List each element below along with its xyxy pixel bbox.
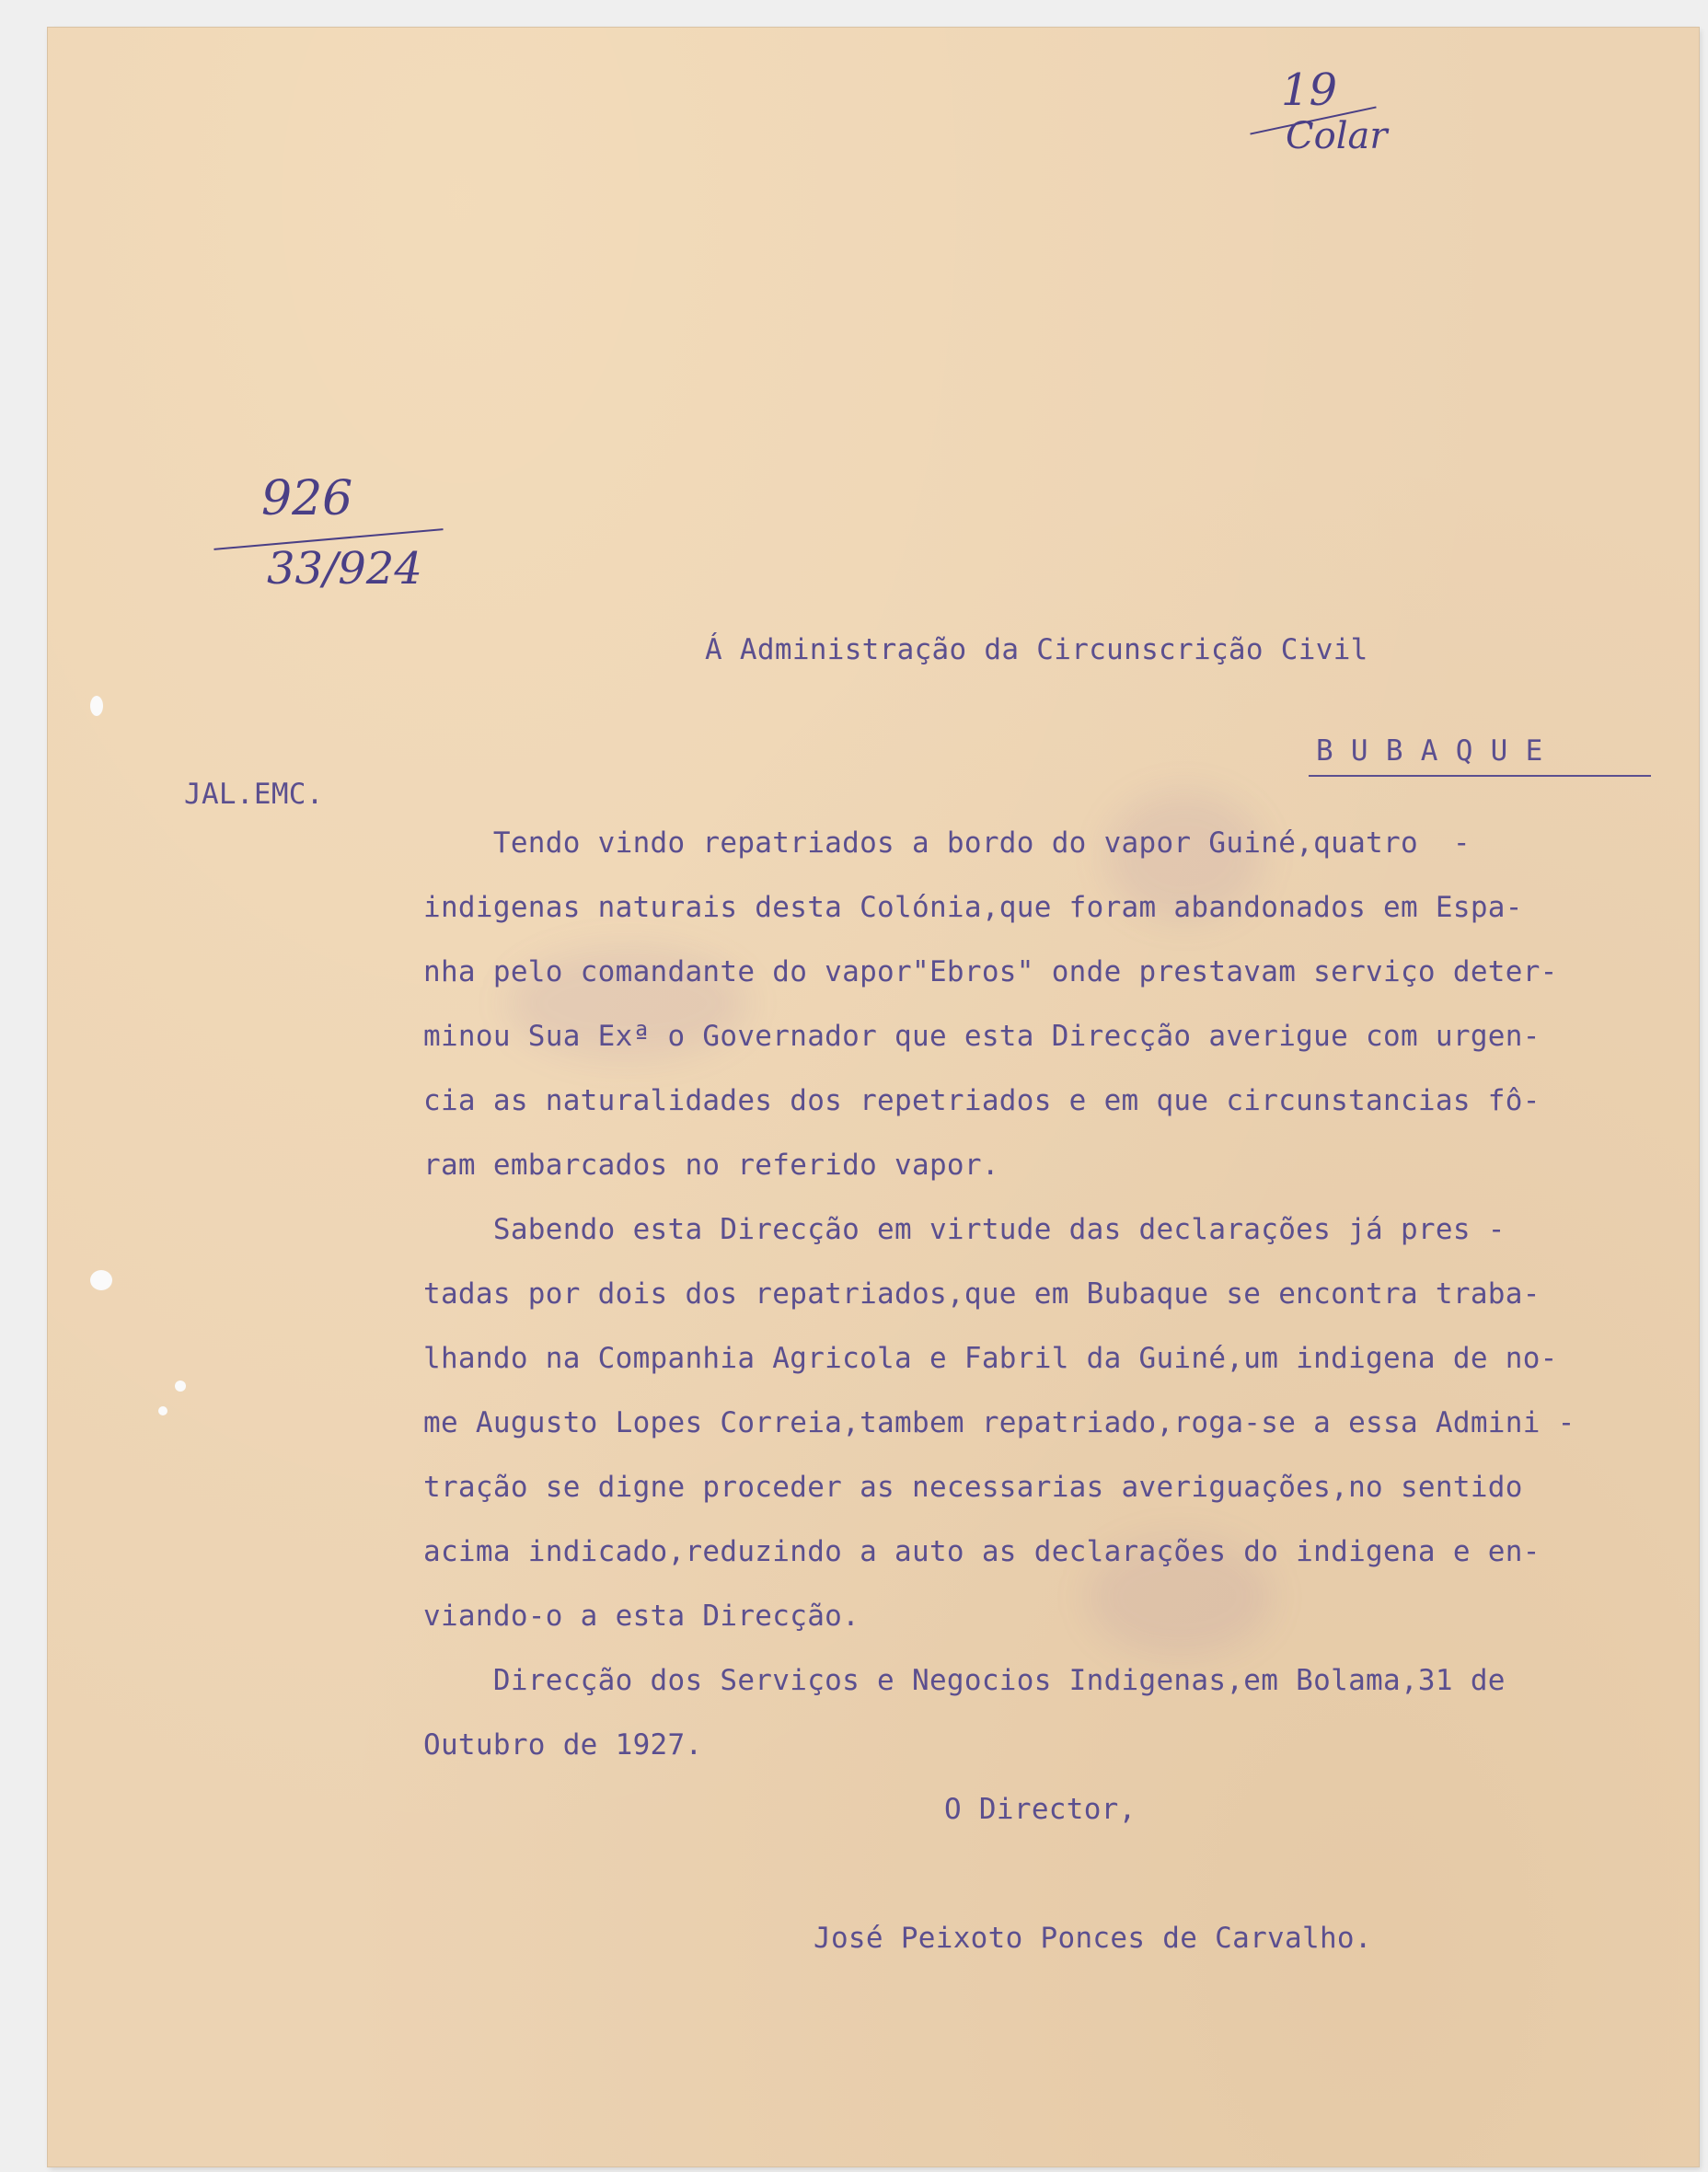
paragraph-1-line: nha pelo comandante do vapor"Ebros" onde prestavam serviço deter- [423, 955, 1558, 988]
reference-code: JAL.EMC. [184, 778, 324, 811]
handwritten-ref-year: 33/924 [267, 543, 422, 595]
paragraph-2-line: me Augusto Lopes Correia,tambem repatriado,roga-se a essa Admini - [423, 1406, 1575, 1439]
paragraph-1-line: indigenas naturais desta Colónia,que foram abandonados em Espa- [423, 891, 1523, 924]
signature-name: José Peixoto Ponces de Carvalho. [814, 1922, 1372, 1955]
recipient-place-underline [1309, 775, 1651, 777]
paragraph-3-line: Outubro de 1927. [423, 1728, 703, 1762]
punch-hole [90, 1270, 112, 1290]
document-page [48, 28, 1699, 2166]
recipient-place: B U B A Q U E [1316, 734, 1543, 768]
paragraph-1-line: cia as naturalidades dos repetriados e em que circunstancias fô- [423, 1084, 1541, 1117]
punch-hole [158, 1406, 167, 1415]
punch-hole [90, 696, 103, 716]
paragraph-2-line: acima indicado,reduzindo a auto as declarações do indigena e en- [423, 1535, 1541, 1568]
recipient-line: Á Administração da Circunscrição Civil [705, 633, 1368, 666]
paragraph-3-line: Direcção dos Serviços e Negocios Indigenas,em Bolama,31 de [423, 1664, 1506, 1697]
paragraph-2-line: viando-o a esta Direcção. [423, 1600, 860, 1633]
punch-hole [175, 1381, 186, 1392]
paragraph-1-line: Tendo vindo repatriados a bordo do vapor Guiné,quatro - [423, 826, 1471, 860]
paragraph-2-line: tração se digne proceder as necessarias averiguações,no sentido [423, 1471, 1523, 1504]
handwritten-folio-mark: Colar [1286, 115, 1388, 157]
closing-title: O Director, [944, 1793, 1137, 1826]
paragraph-2-line: Sabendo esta Direcção em virtude das declarações já pres - [423, 1213, 1506, 1246]
handwritten-ref-number: 926 [261, 471, 353, 526]
handwritten-folio-number: 19 [1281, 64, 1338, 116]
paragraph-2-line: tadas por dois dos repatriados,que em Bubaque se encontra traba- [423, 1277, 1541, 1311]
paragraph-1-line: ram embarcados no referido vapor. [423, 1149, 999, 1182]
paragraph-2-line: lhando na Companhia Agricola e Fabril da Guiné,um indigena de no- [423, 1342, 1558, 1375]
paragraph-1-line: minou Sua Exª o Governador que esta Direcção averigue com urgen- [423, 1020, 1541, 1053]
